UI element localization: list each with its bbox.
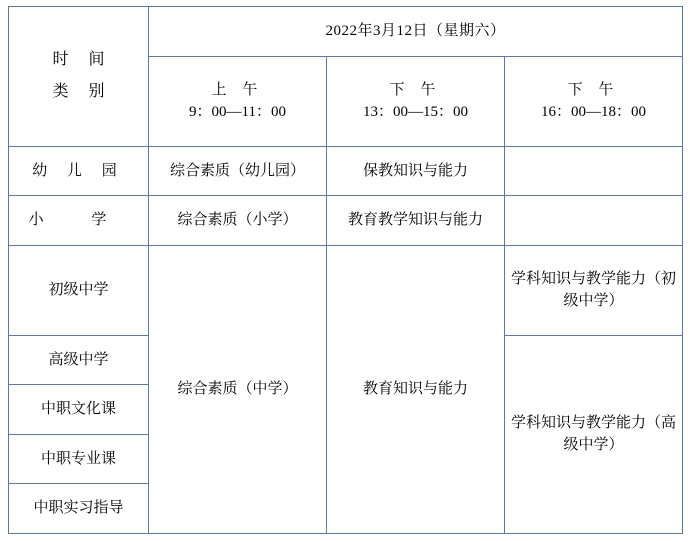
subject-primary-morning: 综合素质（小学） (149, 196, 327, 246)
corner-label-time: 时 间 (52, 50, 113, 68)
category-primary: 小 学 (9, 196, 149, 246)
session-name-afternoon-2: 下 午 (567, 81, 620, 98)
table-header-row-date (9, 7, 683, 57)
subject-junior-high-afternoon-2: 学科知识与教学能力（初级中学） (505, 245, 683, 335)
category-vocational-internship: 中职实习指导 (9, 484, 149, 534)
session-name-morning: 上 午 (211, 81, 264, 98)
session-header-afternoon-1 (327, 56, 505, 146)
table-row-primary (9, 196, 683, 246)
subject-secondary-morning: 综合素质（中学） (149, 245, 327, 533)
table-row-junior-high (9, 245, 683, 335)
subject-kindergarten-afternoon-1: 保教知识与能力 (327, 146, 505, 196)
session-header-afternoon-2 (505, 56, 683, 146)
session-time-morning: 9：00—11：00 (189, 104, 286, 121)
session-time-afternoon-2: 16：00—18：00 (541, 104, 647, 121)
session-time-afternoon-1: 13：00—15：00 (362, 104, 468, 121)
category-vocational-general: 中职文化课 (9, 385, 149, 435)
subject-primary-afternoon-1: 教育教学知识与能力 (327, 196, 505, 246)
exam-date-header: 2022年3月12日（星期六） (149, 7, 683, 57)
exam-schedule-table (8, 6, 683, 534)
session-header-morning (149, 56, 327, 146)
corner-label-category: 类 别 (52, 83, 113, 101)
subject-secondary-afternoon-1: 教育知识与能力 (327, 245, 505, 533)
category-kindergarten: 幼 儿 园 (9, 146, 149, 196)
category-senior-high: 高级中学 (9, 335, 149, 385)
subject-primary-afternoon-2 (505, 196, 683, 246)
subject-senior-high-afternoon-2: 学科知识与教学能力（高级中学） (505, 335, 683, 533)
category-junior-high: 初级中学 (9, 245, 149, 335)
corner-time-category-cell (9, 7, 149, 147)
subject-kindergarten-morning: 综合素质（幼儿园） (149, 146, 327, 196)
category-vocational-major: 中职专业课 (9, 434, 149, 484)
session-name-afternoon-1: 下 午 (389, 81, 442, 98)
table-row-kindergarten (9, 146, 683, 196)
subject-kindergarten-afternoon-2 (505, 146, 683, 196)
